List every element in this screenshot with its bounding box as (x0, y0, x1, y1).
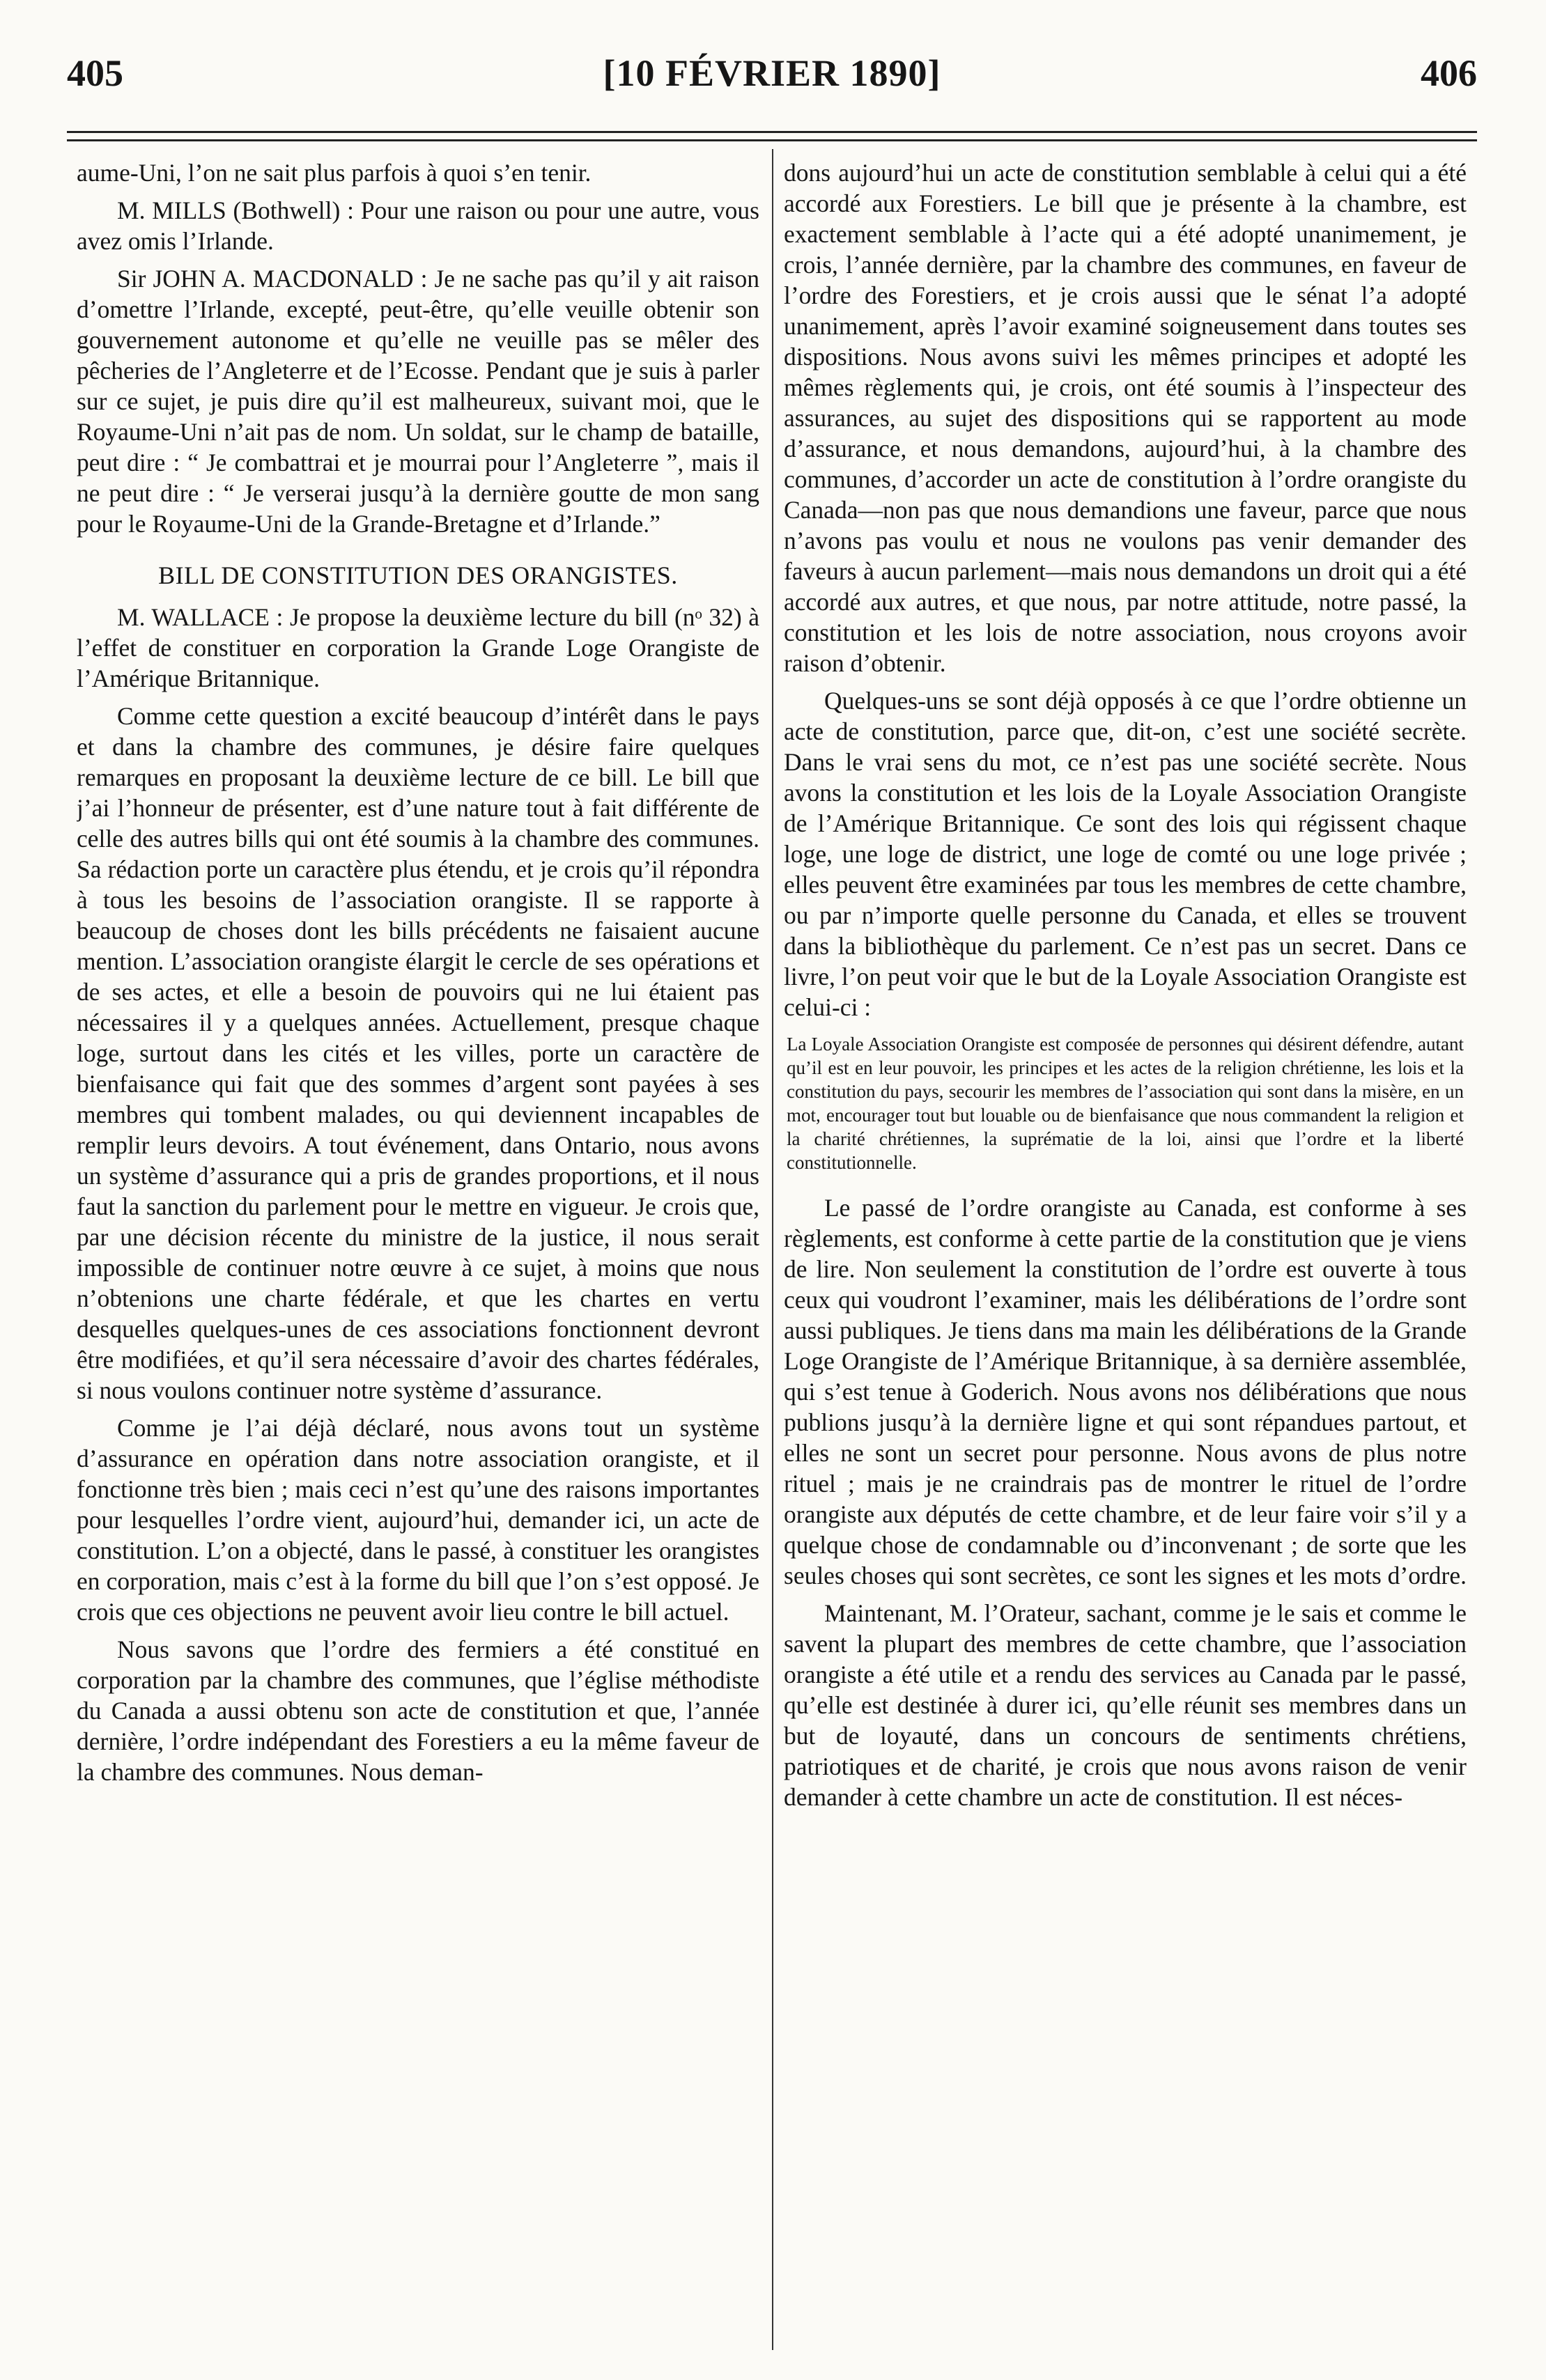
paragraph: Comme je l’ai déjà déclaré, nous avons tout un système d’assurance en opération dans notre association orangiste, et il fonctionne très bien ; mais ceci n’est qu’une des raisons importantes pour lesquelles l’ordre vient, aujourd’hui, demander ici, un acte de constitution. L’on a objecté, dans le passé, à constituer les orangistes en corporation, mais c’est à la forme du bill que l’on s’est opposé. Je crois que ces objections ne peuvent avoir lieu contre le bill actuel. (77, 1414, 759, 1626)
left-column (77, 157, 759, 2358)
paragraph: dons aujourd’hui un acte de constitution semblable à celui qui a été accordé aux Forestiers. Le bill que je présente à la chambre, est exactement semblable à l’acte qui a été adopté unanimement, je crois, l’année dernière, par la chambre des communes, en faveur de l’ordre des Forestiers, et je crois aussi que le sénat l’a adopté unanimement, après l’avoir examiné soigneusement dans toutes ses dispositions. Nous avons suivi les mêmes principes et adopté les mêmes règlements qui, je crois, ont été soumis à l’inspecteur des assurances, au sujet des dispositions qui se rapportent au mode d’assurance, et nous demandons, aujourd’hui, à la chambre des communes, d’accorder un acte de constitution à l’ordre orangiste du Canada—non pas que nous demandions une faveur, parce que nous n’avons pas voulu et nous ne voulons pas venir demander des faveurs à aucun parlement—mais nous demandons un droit qui a été accordé aux autres, et que nous, par notre attitude, notre passé, la constitution et les lois de notre association, nous croyons avoir raison d’obtenir. (784, 159, 1467, 677)
block-quote (784, 1032, 1467, 1174)
paragraph: M. WALLACE : Je propose la deuxième lecture du bill (nᵒ 32) à l’effet de constituer en corporation la Grande Loge Orangiste de l’Amérique Britannique. (77, 603, 759, 692)
page-header (67, 43, 1477, 99)
paragraph: M. MILLS (Bothwell) : Pour une raison ou pour une autre, vous avez omis l’Irlande. (77, 196, 759, 255)
header-rule-bottom (67, 139, 1477, 141)
paragraph: aume-Uni, l’on ne sait plus parfois à quoi s’en tenir. (77, 159, 592, 187)
paragraph: Nous savons que l’ordre des fermiers a été constitué en corporation par la chambre des communes, que l’église méthodiste du Canada a aussi obtenu son acte de constitution et que, l’année dernière, l’ordre indépendant des Forestiers a eu la même faveur de la chambre des communes. Nous deman- (77, 1635, 759, 1786)
right-column (784, 157, 1467, 2358)
paragraph: Maintenant, M. l’Orateur, sachant, comme je le sais et comme le savent la plupart des membres de cette chambre, que l’association orangiste a été utile et a rendu des services au Canada par le passé, qu’elle est destinée à durer ici, qu’elle réunit ses membres dans un but de loyauté, dans un concours de sentiments chrétiens, patriotiques et de charité, je crois que nous avons raison de venir demander à cette chambre un acte de constitution. Il est néces- (784, 1599, 1467, 1811)
paragraph: Comme cette question a excité beaucoup d’intérêt dans le pays et dans la chambre des communes, je désire faire quelques remarques en proposant la deuxième lecture de ce bill. Le bill que j’ai l’honneur de présenter, est d’une nature tout à fait différente de celle des autres bills qui ont été soumis à la chambre des communes. Sa rédaction porte un caractère plus étendu, et je crois qu’il répondra à tous les besoins de l’association orangiste. Il se rapporte à beaucoup de choses dont les bills précédents ne faisaient aucune mention. L’association orangiste élargit le cercle de ses opérations et de ses actes, et elle a besoin de pouvoirs qui ne lui étaient pas nécessaires il y a quelques années. Actuellement, presque chaque loge, surtout dans les cités et les villes, porte un caractère de bienfaisance qui fait que des sommes d’argent sont payées à ses membres qui tombent malades, ou qui deviennent incapables de remplir leurs devoirs. A tout événement, dans Ontario, nous avons un système d’assurance qui a pris de grandes proportions, et il nous faut la sanction du parlement pour le mettre en vigueur. Je crois que, par une décision récente du ministre de la justice, il nous serait impossible de continuer notre œuvre à ce sujet, à moins que nous n’obtenions une charte fédérale, et que les chartes en vertu desquelles quelques-unes de ces associations fonctionnent devront être modifiées, et qu’il sera nécessaire d’avoir des chartes fédérales, si nous voulons continuer notre système d’assurance. (77, 702, 759, 1404)
page-number-left: 405 (67, 52, 123, 94)
column-divider (772, 149, 773, 2350)
quote-text: La Loyale Association Orangiste est composée de personnes qui désirent défendre, autant qu’il est en leur pouvoir, les principes et les actes de la religion chrétienne, les lois et la constitution du pays, secourir les membres de l’association qui sont dans la misère, en un mot, encourager tout but louable ou de bienfaisance que nous commandent la religion et la charité chrétiennes, la suprématie de la loi, ainsi que l’ordre et la liberté constitutionnelle. (787, 1034, 1464, 1173)
header-rule-top (67, 131, 1477, 133)
section-heading: BILL DE CONSTITUTION DES ORANGISTES. (158, 561, 678, 589)
paragraph: Le passé de l’ordre orangiste au Canada, est conforme à ses règlements, est conforme à cette partie de la constitution que je viens de lire. Non seulement la constitution de l’ordre est ouverte à tous ceux qui voudront l’examiner, mais les délibérations de l’ordre sont aussi publiques. Je tiens dans ma main les délibérations de la Grande Loge Orangiste de l’Amérique Britannique, à sa dernière assemblée, qui s’est tenue à Goderich. Nous avons nos délibérations que nous publions jusqu’à la dernière ligne et qui sont répandues partout, et elles ne sont un secret pour personne. Nous avons de plus notre rituel ; mais je ne craindrais pas de montrer le rituel de l’ordre orangiste aux députés de cette chambre, et de leur faire voir s’il y a quelque chose de condamnable ou d’inconvenant ; de sorte que les seules choses qui sont secrètes, ce sont les signes et les mots d’ordre. (784, 1194, 1467, 1589)
paragraph: Quelques-uns se sont déjà opposés à ce que l’ordre obtienne un acte de constitution, parce que, dit-on, c’est une société secrète. Dans le vrai sens du mot, ce n’est pas une société secrète. Nous avons la constitution et les lois de la Loyale Association Orangiste de l’Amérique Britannique. Ce sont des lois qui régissent chaque loge, une loge de district, une loge de comté ou une loge privée ; elles peuvent être examinées par tous les membres de cette chambre, ou par n’importe quelle personne du Canada, et elles se trouvent dans la bibliothèque du parlement. Ce n’est pas un secret. Dans ce livre, l’on peut voir que le but de la Loyale Association Orangiste est celui-ci : (784, 687, 1467, 1021)
page-date: [10 FÉVRIER 1890] (603, 52, 941, 94)
paragraph: Sir JOHN A. MACDONALD : Je ne sache pas qu’il y ait raison d’omettre l’Irlande, excepté, peut-être, qu’elle veuille obtenir son gouvernement autonome et qu’elle ne veuille pas se mêler des pêcheries de l’Angleterre et de l’Ecosse. Pendant que je suis à parler sur ce sujet, je puis dire qu’il est malheureux, suivant moi, que le Royaume-Uni n’ait pas de nom. Un soldat, sur le champ de bataille, peut dire : “ Je combattrai et je mourrai pour l’Angleterre ”, mais il ne peut dire : “ Je verserai jusqu’à la dernière goutte de mon sang pour le Royaume-Uni de la Grande-Bretagne et d’Irlande.” (77, 265, 759, 538)
page-number-right: 406 (1421, 52, 1477, 94)
